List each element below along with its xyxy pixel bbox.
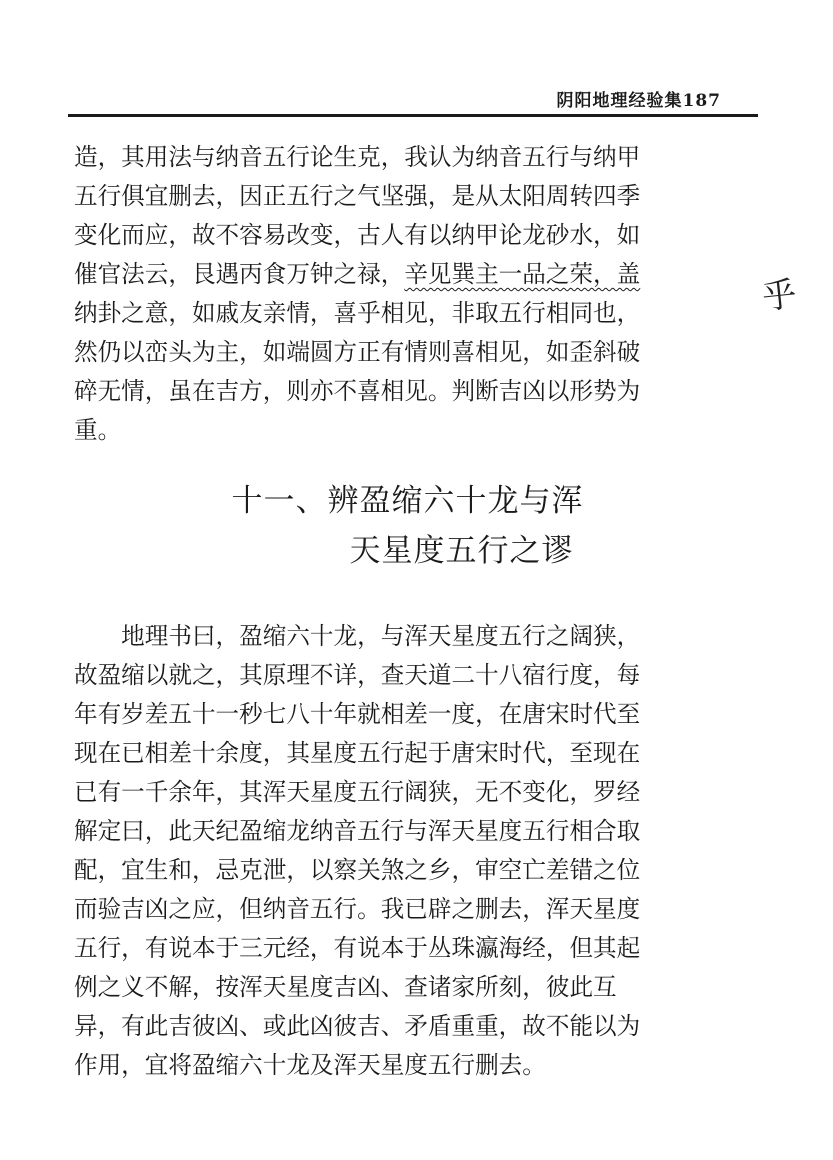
paragraph-body [74,617,764,1085]
header-rule [68,114,758,117]
text-segment: 催官法云，艮遇丙食万钟之禄， [74,260,405,288]
paragraph-continued [74,138,764,450]
text-line: 碎无情，虽在吉方，则亦不喜相见。判断吉凶以形势为 [74,377,641,405]
text-line [74,255,764,294]
handwritten-margin-note: 乎 [760,274,799,318]
section-heading [0,476,833,576]
text-line: 造，其用法与纳音五行论生克，我认为纳音五行与纳甲 [74,143,641,171]
text-line: 配，宜生和，忌克泄，以察关煞之乡，审空亡差错之位 [74,856,641,884]
text-line: 年有岁差五十一秒七八十年就相差一度，在唐宋时代至 [74,700,641,728]
text-line: 五行，有说本于三元经，有说本于丛珠瀛海经，但其起 [74,934,641,962]
text-line: 作用，宜将盈缩六十龙及浑天星度五行删去。 [74,1051,546,1079]
text-line: 变化而应，故不容易改变，古人有以纳甲论龙砂水，如 [74,221,641,249]
text-line: 例之义不解，按浑天星度吉凶、查诸家所刻，彼此互 [74,973,617,1001]
text-line: 纳卦之意，如戚友亲情，喜乎相见，非取五行相同也， [74,299,641,327]
text-line: 解定曰，此天纪盈缩龙纳音五行与浑天星度五行相合取 [74,817,641,845]
heading-line: 天星度五行之谬 [349,533,574,569]
text-line: 已有一千余年，其浑天星度五行阔狭，无不变化，罗经 [74,778,641,806]
text-line: 现在已相差十余度，其星度五行起于唐宋时代，至现在 [74,739,641,767]
text-line: 重。 [74,416,122,444]
text-line: 异，有此吉彼凶、或此凶彼吉、矛盾重重，故不能以为 [74,1012,641,1040]
text-line: 而验吉凶之应，但纳音五行。我已辟之删去，浑天星度 [74,895,641,923]
text-line: 五行俱宜删去，因正五行之气坚强，是从太阳周转四季 [74,182,641,210]
text-line: 故盈缩以就之，其原理不详，查天道二十八宿行度，每 [74,661,641,689]
text-line: 地理书曰，盈缩六十龙，与浑天星度五行之阔狭， [74,622,641,650]
text-line: 然仍以峦头为主，如端圆方正有情则喜相见，如歪斜破 [74,338,641,366]
underlined-phrase: 辛见巽主一品之荣，盖 [404,260,641,288]
running-head: 阴阳地理经验集187 [556,91,721,111]
heading-line: 十一、辨盈缩六十龙与浑 [231,483,584,519]
